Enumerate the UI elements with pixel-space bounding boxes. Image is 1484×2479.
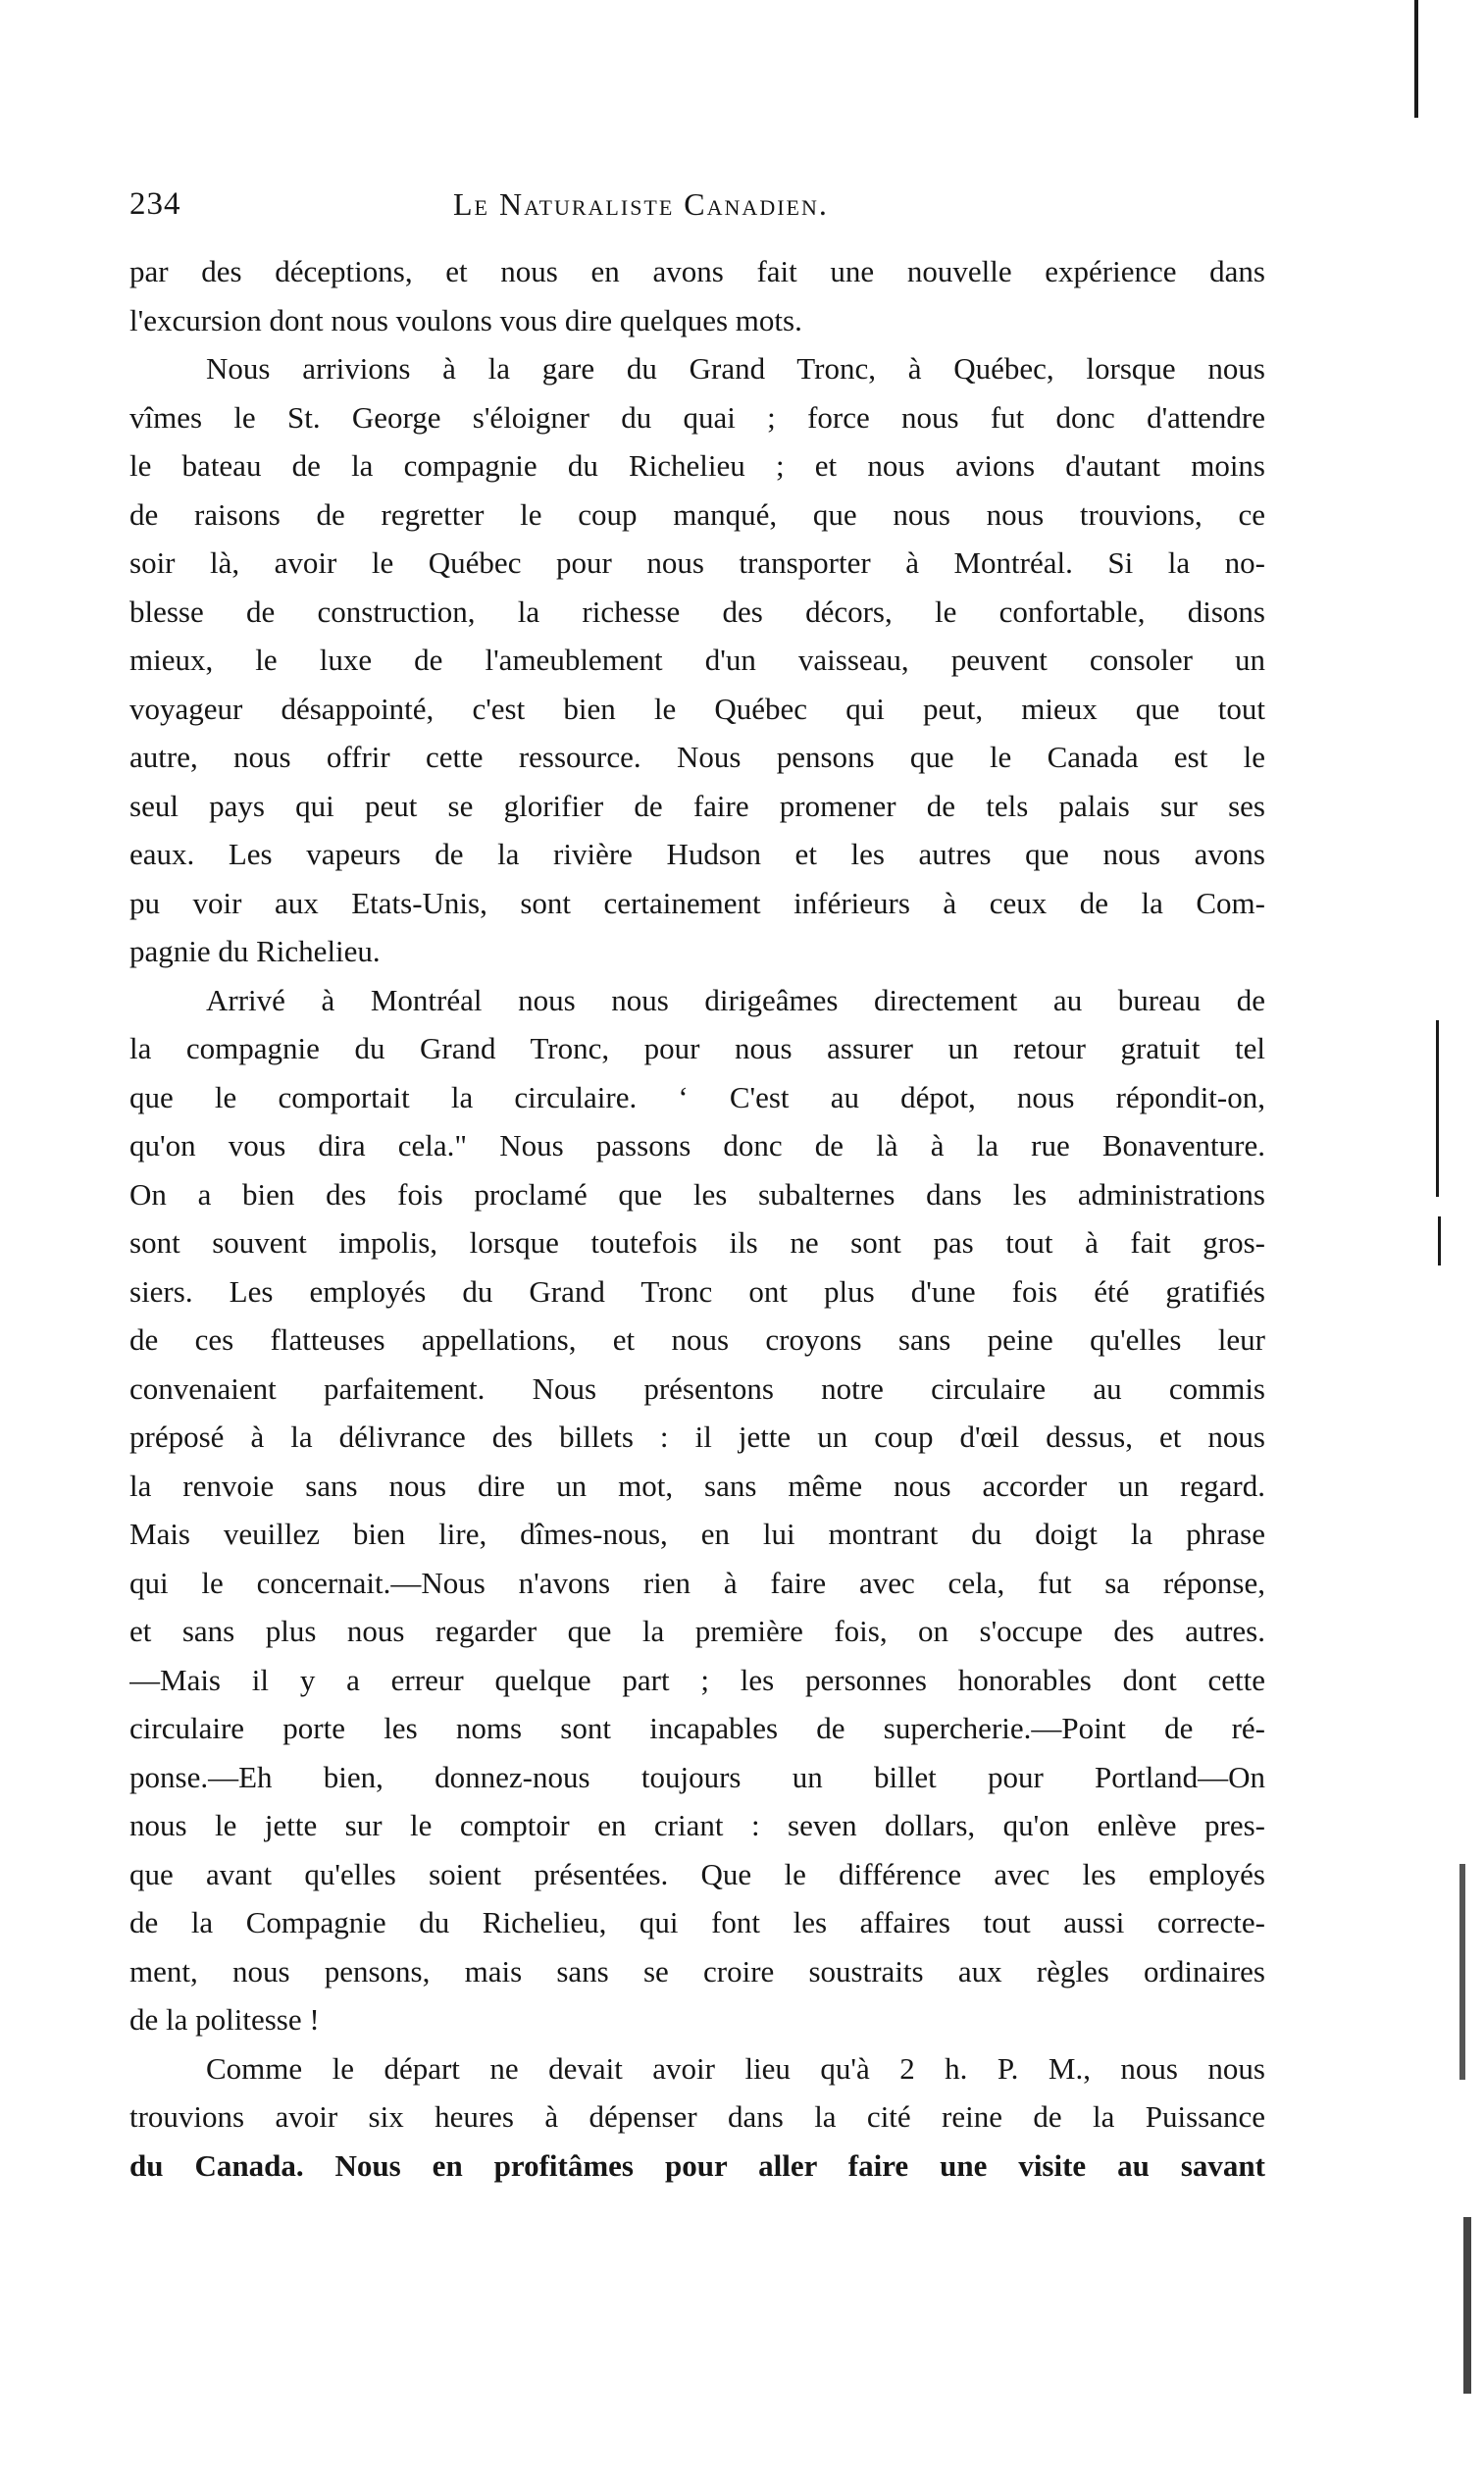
- text-line: eaux. Les vapeurs de la rivière Hudson et les autres que nous avons: [129, 837, 1265, 871]
- text-line: trouvions avoir six heures à dépenser dans la cité reine de la Puissance: [129, 2099, 1265, 2134]
- text-line: le bateau de la compagnie du Richelieu ; et nous avions d'autant moins: [129, 448, 1265, 483]
- text-line: soir là, avoir le Québec pour nous transporter à Montréal. Si la no-: [129, 545, 1265, 580]
- running-title: Le Naturaliste Canadien.: [453, 186, 829, 222]
- scan-edge-mark: [1414, 0, 1418, 118]
- text-line: pagnie du Richelieu.: [129, 934, 381, 968]
- text-line: que avant qu'elles soient présentées. Que le différence avec les employés: [129, 1856, 1265, 1891]
- text-line: —Mais il y a erreur quelque part ; les personnes honorables dont cette: [129, 1662, 1265, 1697]
- scan-edge-mark: [1436, 1020, 1439, 1197]
- text-line: nous le jette sur le comptoir en criant : seven dollars, qu'on enlève pres-: [129, 1808, 1265, 1842]
- text-line: Comme le départ ne devait avoir lieu qu'à 2 h. P. M., nous nous: [206, 2050, 1265, 2086]
- text-line: sont souvent impolis, lorsque toutefois ils ne sont pas tout à fait gros-: [129, 1225, 1265, 1260]
- body-text: [129, 247, 1265, 2190]
- text-line: ment, nous pensons, mais sans se croire soustraits aux règles ordinaires: [129, 1953, 1265, 1988]
- text-line: l'excursion dont nous voulons vous dire quelques mots.: [129, 302, 802, 337]
- text-line: vîmes le St. George s'éloigner du quai ; force nous fut donc d'attendre: [129, 399, 1265, 435]
- text-line: que le comportait la circulaire. ‘ C'est au dépot, nous répondit-on,: [129, 1079, 1265, 1114]
- scan-edge-mark: [1459, 1864, 1465, 2080]
- page-number: 234: [129, 186, 181, 222]
- text-line: préposé à la délivrance des billets : il jette un coup d'œil dessus, et nous: [129, 1420, 1265, 1454]
- text-line: de ces flatteuses appellations, et nous croyons sans peine qu'elles leur: [129, 1322, 1265, 1357]
- text-line: On a bien des fois proclamé que les subalternes dans les administrations: [129, 1176, 1265, 1212]
- text-line: pu voir aux Etats-Unis, sont certainement inférieurs à ceux de la Com-: [129, 885, 1265, 920]
- page-header: [129, 186, 1265, 235]
- text-line: Arrivé à Montréal nous nous dirigeâmes directement au bureau de: [206, 982, 1265, 1017]
- text-line: la renvoie sans nous dire un mot, sans même nous accorder un regard.: [129, 1468, 1265, 1503]
- scan-edge-mark: [1438, 1216, 1441, 1265]
- text-line: autre, nous offrir cette ressource. Nous pensons que le Canada est le: [129, 740, 1265, 774]
- text-line: circulaire porte les noms sont incapables de supercherie.—Point de ré-: [129, 1711, 1265, 1745]
- scan-edge-mark: [1463, 2217, 1471, 2394]
- text-line: ponse.—Eh bien, donnez-nous toujours un billet pour Portland—On: [129, 1759, 1265, 1794]
- text-line: du Canada. Nous en profitâmes pour aller faire une visite au savant: [129, 2147, 1265, 2183]
- text-line: de la politesse !: [129, 2002, 320, 2037]
- text-line: qui le concernait.—Nous n'avons rien à faire avec cela, fut sa réponse,: [129, 1565, 1265, 1600]
- text-line: siers. Les employés du Grand Tronc ont plus d'une fois été gratifiés: [129, 1273, 1265, 1309]
- text-line: Nous arrivions à la gare du Grand Tronc, à Québec, lorsque nous: [206, 351, 1265, 386]
- text-line: la compagnie du Grand Tronc, pour nous assurer un retour gratuit tel: [129, 1031, 1265, 1065]
- text-line: convenaient parfaitement. Nous présentons notre circulaire au commis: [129, 1370, 1265, 1406]
- text-line: de raisons de regretter le coup manqué, que nous nous trouvions, ce: [129, 496, 1265, 532]
- text-line: qu'on vous dira cela." Nous passons donc de là à la rue Bonaventure.: [129, 1128, 1265, 1162]
- text-line: blesse de construction, la richesse des décors, le confortable, disons: [129, 594, 1265, 629]
- text-line: et sans plus nous regarder que la première fois, on s'occupe des autres.: [129, 1614, 1265, 1648]
- text-line: de la Compagnie du Richelieu, qui font les affaires tout aussi correcte-: [129, 1905, 1265, 1939]
- text-line: Mais veuillez bien lire, dîmes-nous, en lui montrant du doigt la phrase: [129, 1517, 1265, 1551]
- text-line: par des déceptions, et nous en avons fait une nouvelle expérience dans: [129, 254, 1265, 288]
- text-line: mieux, le luxe de l'ameublement d'un vaisseau, peuvent consoler un: [129, 643, 1265, 677]
- text-line: voyageur désappointé, c'est bien le Québec qui peut, mieux que tout: [129, 691, 1265, 726]
- text-line: seul pays qui peut se glorifier de faire promener de tels palais sur ses: [129, 788, 1265, 823]
